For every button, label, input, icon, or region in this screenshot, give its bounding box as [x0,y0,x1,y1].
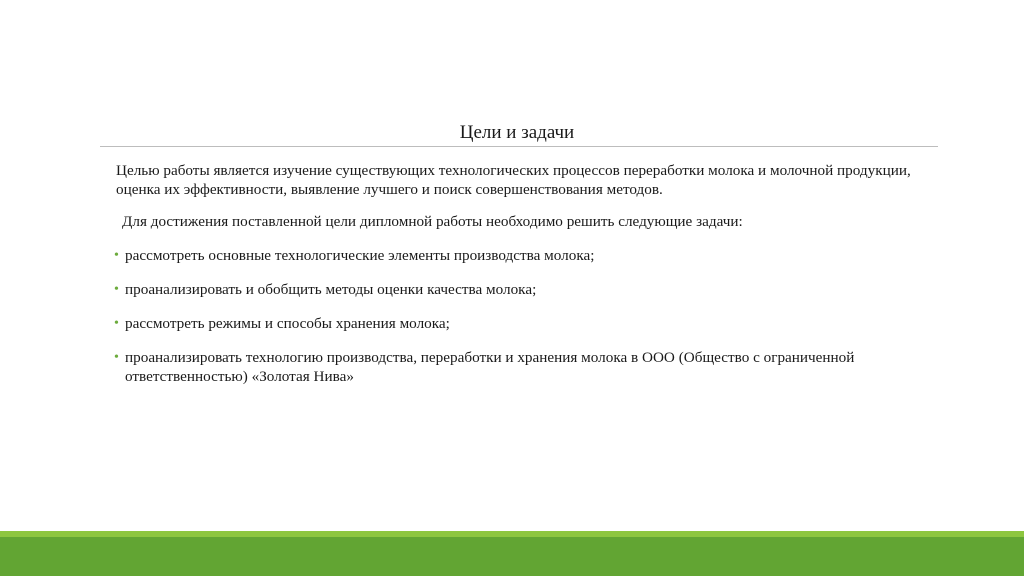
task-item [116,314,936,333]
task-text: проанализировать и обобщить методы оценки качества молока; [125,281,537,298]
task-text: проанализировать технологию производства, переработки и хранения молока в ООО (Общество с ограниченной ответственностью) «Золотая Нива» [125,349,855,385]
slide-title: Цели и задачи [459,122,575,143]
bullet-icon: • [114,350,119,365]
bullet-icon: • [114,282,119,297]
footer-band [0,537,1024,576]
task-item [116,246,936,265]
slide-body [116,161,936,386]
task-item [116,280,936,299]
task-item [116,348,936,386]
task-text: рассмотреть режимы и способы хранения молока; [125,315,450,332]
bullet-icon: • [114,248,119,263]
task-text: рассмотреть основные технологические элементы производства молока; [125,247,595,264]
title-divider [100,146,938,147]
tasks-lead-paragraph: Для достижения поставленной цели дипломной работы необходимо решить следующие задачи: [122,213,743,230]
bullet-icon: • [114,316,119,331]
goal-paragraph: Целью работы является изучение существующих технологических процессов переработки молока и молочной продукции, оценка их эффективности, выявление лучшего и поиск совершенствования методов. [116,162,911,198]
